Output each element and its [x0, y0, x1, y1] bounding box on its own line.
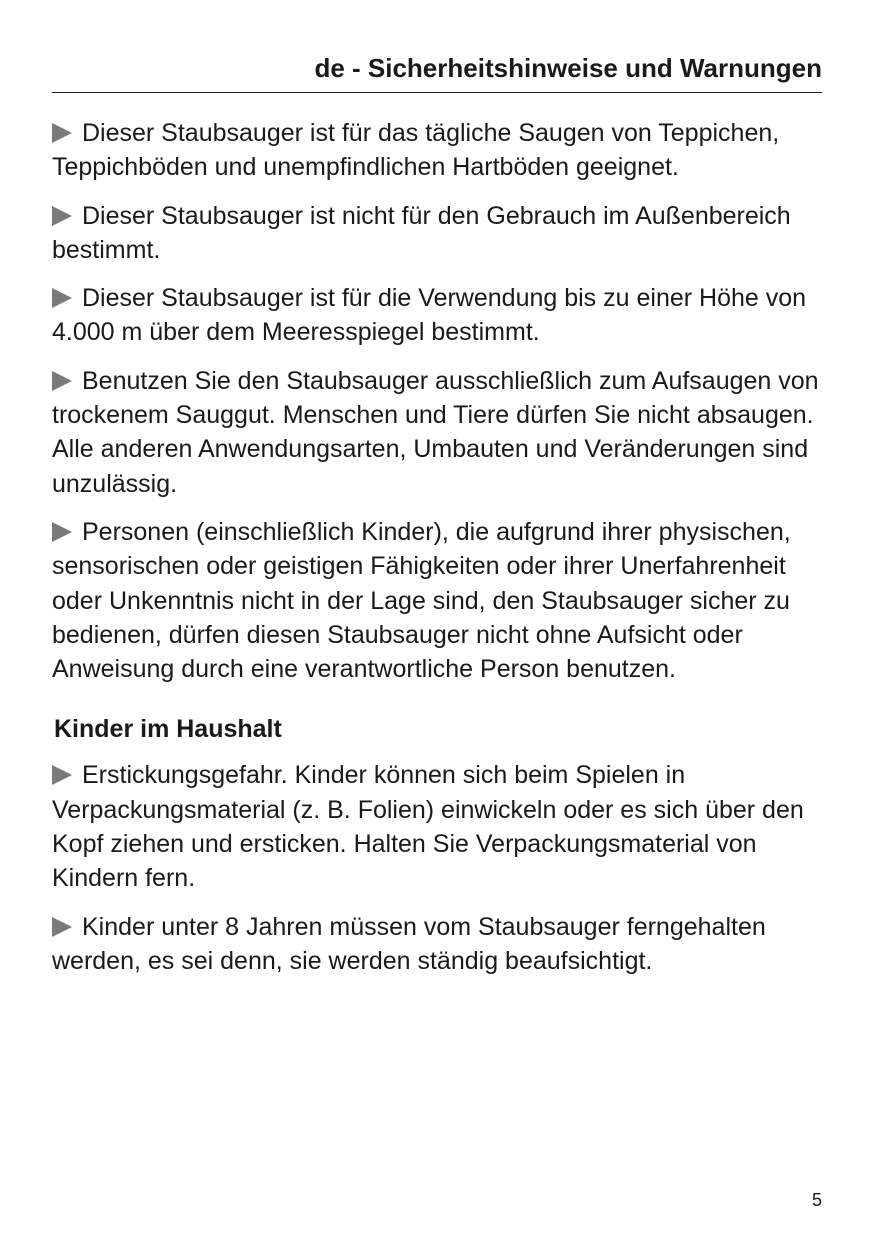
- warning-paragraph: [52, 116, 822, 185]
- triangle-bullet-icon: [52, 288, 72, 308]
- triangle-bullet-icon: [52, 522, 72, 542]
- warning-paragraph: [52, 364, 822, 501]
- warning-paragraph: [52, 910, 822, 979]
- page-number: 5: [811, 1190, 822, 1210]
- paragraph-text: Dieser Staubsauger ist für das tägliche Saugen von Teppichen, Teppichböden und unempfindlichen Hartböden geeignet.: [52, 119, 780, 182]
- warning-paragraph: [52, 515, 822, 686]
- page-content: [52, 116, 822, 992]
- paragraph-text: Kinder unter 8 Jahren müssen vom Staubsauger ferngehalten werden, es sei denn, sie werden ständig beaufsichtigt.: [52, 912, 766, 975]
- header-divider: [52, 92, 822, 93]
- triangle-bullet-icon: [52, 123, 72, 143]
- warning-paragraph: [52, 281, 822, 350]
- page-header-title: de - Sicherheitshinweise und Warnungen: [314, 53, 822, 83]
- paragraph-text: Erstickungsgefahr. Kinder können sich beim Spielen in Verpackungsmaterial (z. B. Folien) einwickeln oder es sich über den Kopf ziehen und ersticken. Halten Sie Verpackungsmaterial von Kindern fern.: [52, 761, 804, 893]
- document-page: [52, 0, 822, 1241]
- triangle-bullet-icon: [52, 917, 72, 937]
- paragraph-text: Benutzen Sie den Staubsauger ausschließlich zum Aufsaugen von trockenem Sauggut. Menschen und Tiere dürfen Sie nicht absaugen. Alle anderen Anwendungsarten, Umbauten und Veränderungen sind unzulässig.: [52, 366, 819, 498]
- section-heading: Kinder im Haushalt: [54, 715, 282, 744]
- warning-paragraph: [52, 199, 822, 268]
- paragraph-text: Dieser Staubsauger ist für die Verwendung bis zu einer Höhe von 4.000 m über dem Meeresspiegel bestimmt.: [52, 284, 807, 347]
- triangle-bullet-icon: [52, 371, 72, 391]
- triangle-bullet-icon: [52, 206, 72, 226]
- warning-paragraph: [52, 758, 822, 895]
- paragraph-text: Dieser Staubsauger ist nicht für den Gebrauch im Außenbereich bestimmt.: [52, 201, 791, 264]
- paragraph-text: Personen (einschließlich Kinder), die aufgrund ihrer physischen, sensorischen oder geistigen Fähigkeiten oder ihrer Unerfahrenheit oder Unkenntnis nicht in der Lage sind, den Staubsauger sicher zu bedienen, dürfen diesen Staubsauger nicht ohne Aufsicht oder Anweisung durch eine verantwortliche Person benutzen.: [52, 517, 791, 684]
- triangle-bullet-icon: [52, 765, 72, 785]
